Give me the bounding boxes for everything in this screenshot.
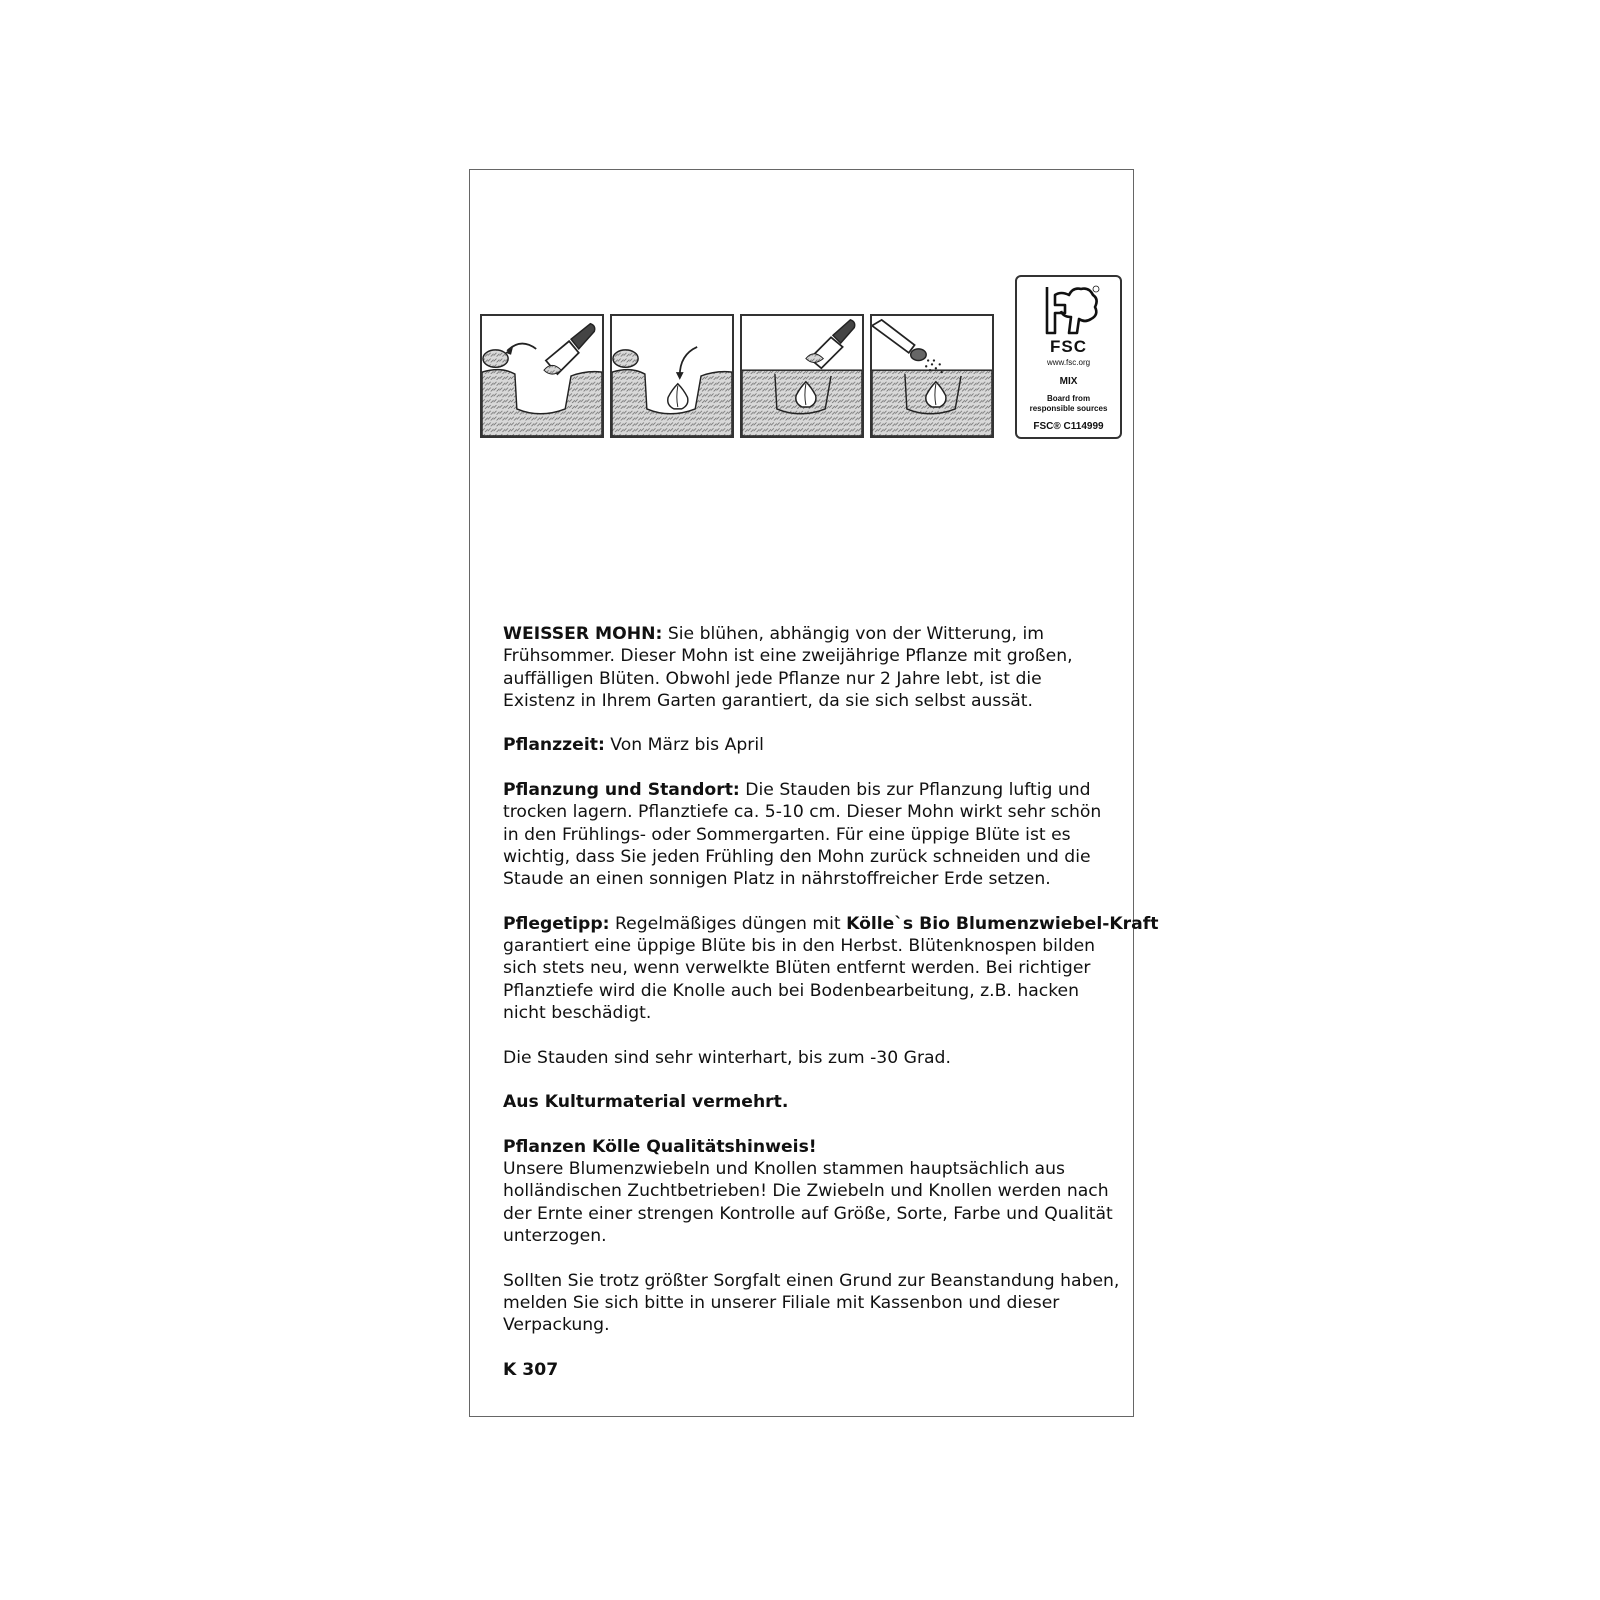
product-name: Kölle`s Bio Blumenzwiebel-Kraft [846,913,1159,934]
text-line: wichtig, dass Sie jeden Frühling den Mohn zurück schneiden und die [503,846,1091,867]
complaint-paragraph [503,1270,1120,1337]
text-line: Regelmäßiges düngen mit [609,913,847,934]
text-line: garantiert eine üppige Blüte bis in den Herbst. Blütenknospen bilden [503,936,1096,957]
quality-paragraph [503,1136,1113,1247]
text-line: Unsere Blumenzwiebeln und Knollen stammen hauptsächlich aus [503,1159,1065,1180]
propagation-label: Aus Kulturmaterial vermehrt. [503,1092,789,1113]
text-line: holländischen Zuchtbetrieben! Die Zwiebeln und Knollen werden nach [503,1181,1109,1202]
planting-instructions [480,314,1000,440]
fsc-label [1015,275,1122,439]
cover-soil-icon [740,314,864,438]
planting-time-label: Pflanzzeit: [503,735,605,756]
text-line: trocken lagern. Pflanztiefe ca. 5-10 cm. Dieser Mohn wirkt sehr schön [503,802,1102,823]
text-line: Staude an einen sonnigen Platz in nährstoffreicher Erde setzen. [503,869,1051,890]
text-line: Die Stauden bis zur Pflanzung luftig und [739,780,1091,801]
planting-location-paragraph [503,779,1103,890]
text-line: Existenz in Ihrem Garten garantiert, da sie sich selbst aussät. [503,690,1034,711]
dig-hole-icon [480,314,604,438]
text-line: Sollten Sie trotz größter Sorgfalt einen Grund zur Beanstandung haben, [503,1270,1120,1291]
intro-paragraph [503,623,1103,712]
winter-hardiness: Die Stauden sind sehr winterhart, bis zum -30 Grad. [503,1047,951,1068]
propagation-note [503,1091,1103,1113]
water-icon [870,314,994,438]
care-tip-paragraph [503,913,1159,1024]
fsc-mix: MIX [1059,376,1078,387]
fsc-description [1021,394,1116,414]
article-code [503,1359,1103,1381]
quality-label: Pflanzen Kölle Qualitätshinweis! [503,1136,817,1157]
fsc-tree-logo [1039,283,1101,339]
product-description [503,623,1159,1403]
fsc-url: www.fsc.org [1046,358,1091,367]
text-line: der Ernte einer strengen Kontrolle auf Größe, Sorte, Farbe und Qualität [503,1203,1113,1224]
planting-time [503,734,1103,756]
text-line: Verpackung. [503,1315,610,1336]
intro-label: WEISSER MOHN: [503,624,663,644]
text-line: unterzogen. [503,1226,607,1247]
care-tip-label: Pflegetipp: [503,913,610,934]
text-line: sich stets neu, wenn verwelkte Blüten entfernt werden. Bei richtiger [503,958,1091,979]
text-line: Sie blühen, abhängig von der Witterung, im [662,624,1044,644]
text-line: Von März bis April [604,735,764,756]
text-line: nicht beschädigt. [503,1003,652,1024]
fsc-brand: FSC [1050,337,1087,356]
text-line: auffälligen Blüten. Obwohl jede Pflanze nur 2 Jahre lebt, ist die [503,668,1042,689]
text-line: in den Frühlings- oder Sommergarten. Für eine üppige Blüte ist es [503,824,1071,845]
text-line: Frühsommer. Dieser Mohn ist eine zweijährige Pflanze mit großen, [503,646,1073,667]
fsc-desc-line: Board from [1046,394,1091,403]
fsc-desc-line: responsible sources [1029,404,1108,413]
fsc-code: FSC® C114999 [1033,421,1104,432]
article-code-label: K 307 [503,1359,559,1380]
text-line: Pflanztiefe wird die Knolle auch bei Bodenbearbeitung, z.B. hacken [503,980,1080,1001]
planting-location-label: Pflanzung und Standort: [503,780,740,801]
place-bulb-icon [610,314,734,438]
text-line: melden Sie sich bitte in unserer Filiale mit Kassenbon und dieser [503,1292,1060,1313]
